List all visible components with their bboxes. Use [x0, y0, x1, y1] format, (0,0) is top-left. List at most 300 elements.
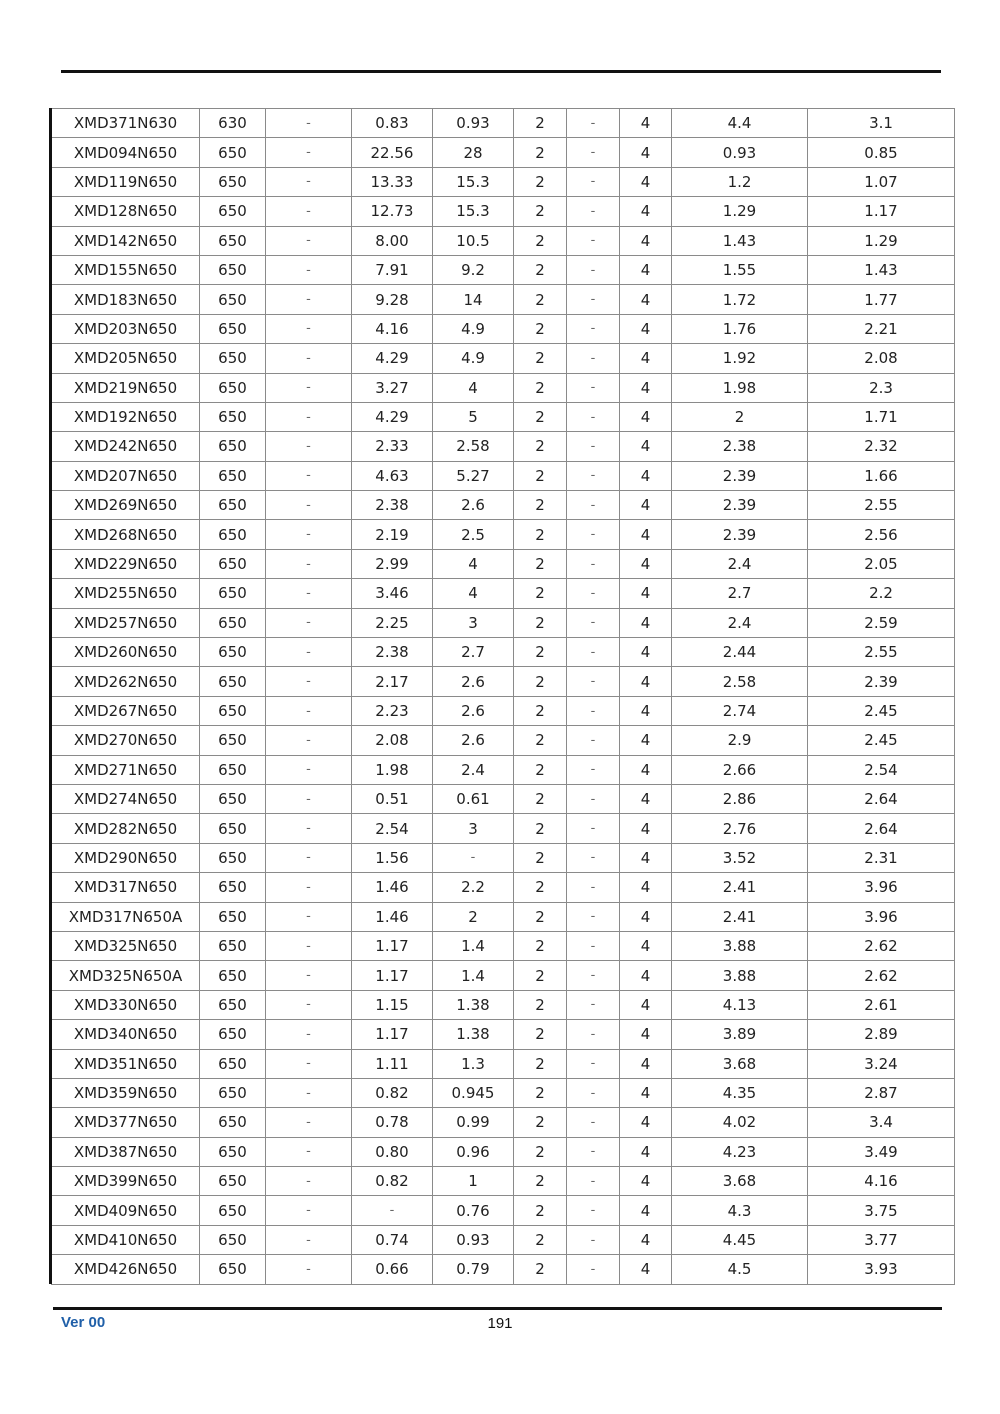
table-row — [52, 167, 955, 196]
table-cell: - — [266, 314, 352, 343]
table-cell: 1.72 — [672, 285, 808, 314]
table-cell: - — [567, 285, 620, 314]
table-cell: 2 — [514, 285, 567, 314]
table-cell: - — [266, 638, 352, 667]
table-cell: - — [567, 1196, 620, 1225]
table-cell: 2.08 — [352, 726, 433, 755]
table-cell: 3.1 — [808, 109, 955, 138]
table-cell: 2.64 — [808, 784, 955, 813]
table-cell: 2.64 — [808, 814, 955, 843]
table-cell: 2.55 — [808, 491, 955, 520]
table-cell: 1.17 — [352, 1020, 433, 1049]
part-number-cell: XMD128N650 — [52, 197, 200, 226]
table-cell: 4 — [620, 726, 672, 755]
table-cell: 650 — [200, 402, 266, 431]
table-cell: 0.76 — [433, 1196, 514, 1225]
table-row — [52, 402, 955, 431]
table-cell: 1.2 — [672, 167, 808, 196]
part-number-cell: XMD282N650 — [52, 814, 200, 843]
table-row — [52, 696, 955, 725]
part-number-cell: XMD351N650 — [52, 1049, 200, 1078]
part-number-cell: XMD262N650 — [52, 667, 200, 696]
table-cell: - — [567, 255, 620, 284]
table-cell: 2.3 — [808, 373, 955, 402]
table-cell: 2 — [433, 902, 514, 931]
table-cell: 3.68 — [672, 1049, 808, 1078]
table-cell: 650 — [200, 344, 266, 373]
table-cell: 3.89 — [672, 1020, 808, 1049]
table-cell: - — [567, 1255, 620, 1284]
table-cell: 2.89 — [808, 1020, 955, 1049]
table-cell: - — [266, 1255, 352, 1284]
table-row — [52, 549, 955, 578]
part-number-cell: XMD192N650 — [52, 402, 200, 431]
table-cell: 2.4 — [433, 755, 514, 784]
table-cell: 4.45 — [672, 1225, 808, 1254]
table-cell: 4.35 — [672, 1078, 808, 1107]
table-cell: 4 — [620, 696, 672, 725]
table-cell: - — [433, 843, 514, 872]
table-cell: 0.51 — [352, 784, 433, 813]
table-cell: 2 — [514, 1020, 567, 1049]
table-cell: - — [567, 1108, 620, 1137]
table-cell: - — [567, 902, 620, 931]
table-cell: - — [567, 873, 620, 902]
table-cell: - — [266, 843, 352, 872]
table-cell: 0.93 — [433, 109, 514, 138]
part-number-cell: XMD317N650 — [52, 873, 200, 902]
table-cell: 2.59 — [808, 608, 955, 637]
table-cell: 1.55 — [672, 255, 808, 284]
table-cell: 650 — [200, 579, 266, 608]
table-cell: 2 — [514, 1108, 567, 1137]
table-cell: 4 — [620, 1225, 672, 1254]
table-row — [52, 667, 955, 696]
table-cell: - — [266, 1196, 352, 1225]
part-number-cell: XMD274N650 — [52, 784, 200, 813]
table-cell: 650 — [200, 197, 266, 226]
table-cell: - — [266, 902, 352, 931]
table-cell: 3.96 — [808, 902, 955, 931]
table-cell: - — [266, 549, 352, 578]
part-number-cell: XMD119N650 — [52, 167, 200, 196]
table-cell: 3.4 — [808, 1108, 955, 1137]
table-cell: 4 — [620, 432, 672, 461]
table-cell: - — [567, 197, 620, 226]
table-cell: 1.98 — [352, 755, 433, 784]
table-row — [52, 1137, 955, 1166]
table-cell: 3.27 — [352, 373, 433, 402]
table-cell: 3 — [433, 814, 514, 843]
table-cell: - — [567, 1049, 620, 1078]
table-cell: - — [567, 520, 620, 549]
table-row — [52, 1167, 955, 1196]
table-cell: 2 — [514, 402, 567, 431]
table-cell: 2 — [514, 255, 567, 284]
table-cell: 4.16 — [808, 1167, 955, 1196]
table-row — [52, 197, 955, 226]
table-row — [52, 432, 955, 461]
table-cell: 1.38 — [433, 1020, 514, 1049]
table-cell: - — [567, 667, 620, 696]
table-row — [52, 373, 955, 402]
table-cell: 2.4 — [672, 549, 808, 578]
table-cell: 2 — [514, 755, 567, 784]
table-cell: 4 — [620, 373, 672, 402]
table-cell: 4.63 — [352, 461, 433, 490]
table-cell: 650 — [200, 491, 266, 520]
table-cell: 4.29 — [352, 402, 433, 431]
table-cell: 650 — [200, 549, 266, 578]
part-number-cell: XMD317N650A — [52, 902, 200, 931]
table-cell: 4 — [433, 579, 514, 608]
table-cell: 4 — [433, 373, 514, 402]
table-cell: 2 — [514, 373, 567, 402]
table-cell: 4.9 — [433, 314, 514, 343]
part-number-cell: XMD142N650 — [52, 226, 200, 255]
table-cell: - — [266, 608, 352, 637]
table-cell: 1.56 — [352, 843, 433, 872]
table-cell: 0.93 — [433, 1225, 514, 1254]
table-cell: 650 — [200, 1225, 266, 1254]
table-cell: 3.46 — [352, 579, 433, 608]
table-cell: 5.27 — [433, 461, 514, 490]
table-cell: - — [266, 696, 352, 725]
table-cell: 650 — [200, 1108, 266, 1137]
table-cell: 2 — [514, 1078, 567, 1107]
table-cell: 0.82 — [352, 1167, 433, 1196]
table-cell: - — [567, 755, 620, 784]
table-cell: 5 — [433, 402, 514, 431]
table-cell: - — [567, 167, 620, 196]
table-cell: 2.6 — [433, 726, 514, 755]
table-cell: 2.41 — [672, 873, 808, 902]
spec-table — [51, 108, 955, 1285]
table-cell: 2.58 — [672, 667, 808, 696]
table-cell: - — [567, 314, 620, 343]
table-cell: 650 — [200, 1020, 266, 1049]
table-cell: 2.39 — [808, 667, 955, 696]
table-cell: 650 — [200, 1167, 266, 1196]
table-row — [52, 255, 955, 284]
table-cell: 1.07 — [808, 167, 955, 196]
table-row — [52, 1108, 955, 1137]
table-cell: - — [266, 1020, 352, 1049]
part-number-cell: XMD409N650 — [52, 1196, 200, 1225]
table-row — [52, 1255, 955, 1284]
table-cell: - — [567, 814, 620, 843]
table-cell: 4 — [620, 226, 672, 255]
spec-table-container — [51, 108, 955, 1285]
table-cell: 2 — [514, 990, 567, 1019]
table-cell: 4 — [620, 961, 672, 990]
table-cell: 0.80 — [352, 1137, 433, 1166]
table-cell: - — [266, 1167, 352, 1196]
part-number-cell: XMD330N650 — [52, 990, 200, 1019]
table-cell: 0.83 — [352, 109, 433, 138]
part-number-cell: XMD219N650 — [52, 373, 200, 402]
table-cell: 4 — [620, 1078, 672, 1107]
table-cell: 9.2 — [433, 255, 514, 284]
table-cell: 2.23 — [352, 696, 433, 725]
table-cell: - — [352, 1196, 433, 1225]
table-cell: - — [266, 1225, 352, 1254]
table-row — [52, 608, 955, 637]
table-cell: 4 — [620, 138, 672, 167]
table-cell: 2.31 — [808, 843, 955, 872]
table-cell: - — [567, 1078, 620, 1107]
table-cell: 8.00 — [352, 226, 433, 255]
table-cell: 4 — [620, 1020, 672, 1049]
table-row — [52, 344, 955, 373]
table-cell: 2.44 — [672, 638, 808, 667]
table-cell: 4 — [620, 1255, 672, 1284]
table-cell: 2 — [514, 109, 567, 138]
table-cell: 2 — [672, 402, 808, 431]
table-cell: 3.52 — [672, 843, 808, 872]
table-cell: 3.68 — [672, 1167, 808, 1196]
table-cell: 2 — [514, 696, 567, 725]
table-cell: 0.96 — [433, 1137, 514, 1166]
table-cell: 4 — [620, 843, 672, 872]
table-cell: 650 — [200, 1255, 266, 1284]
part-number-cell: XMD257N650 — [52, 608, 200, 637]
table-cell: 2 — [514, 961, 567, 990]
table-row — [52, 520, 955, 549]
table-cell: 4.02 — [672, 1108, 808, 1137]
table-cell: 2.54 — [808, 755, 955, 784]
table-cell: 1.17 — [352, 961, 433, 990]
table-cell: 2 — [514, 843, 567, 872]
part-number-cell: XMD229N650 — [52, 549, 200, 578]
table-cell: 650 — [200, 696, 266, 725]
table-cell: - — [266, 402, 352, 431]
spec-table-body — [52, 109, 955, 1285]
table-cell: 28 — [433, 138, 514, 167]
table-cell: 0.66 — [352, 1255, 433, 1284]
table-cell: 2.05 — [808, 549, 955, 578]
table-cell: 630 — [200, 109, 266, 138]
part-number-cell: XMD371N630 — [52, 109, 200, 138]
table-cell: 2.45 — [808, 726, 955, 755]
table-cell: 2.6 — [433, 696, 514, 725]
table-cell: 2 — [514, 314, 567, 343]
table-cell: 2.32 — [808, 432, 955, 461]
table-cell: 2.2 — [808, 579, 955, 608]
table-cell: - — [567, 784, 620, 813]
table-cell: 2.55 — [808, 638, 955, 667]
table-cell: 3.49 — [808, 1137, 955, 1166]
table-cell: - — [567, 461, 620, 490]
table-row — [52, 1078, 955, 1107]
table-cell: 4 — [620, 1049, 672, 1078]
table-cell: 2.5 — [433, 520, 514, 549]
table-cell: 4 — [620, 990, 672, 1019]
table-cell: 650 — [200, 226, 266, 255]
table-row — [52, 961, 955, 990]
table-cell: 1.29 — [808, 226, 955, 255]
table-cell: 4 — [620, 549, 672, 578]
table-cell: 2 — [514, 814, 567, 843]
table-cell: - — [266, 461, 352, 490]
table-cell: 10.5 — [433, 226, 514, 255]
part-number-cell: XMD207N650 — [52, 461, 200, 490]
table-cell: 22.56 — [352, 138, 433, 167]
table-cell: 0.945 — [433, 1078, 514, 1107]
table-cell: 14 — [433, 285, 514, 314]
table-cell: - — [266, 344, 352, 373]
table-cell: 2 — [514, 520, 567, 549]
table-cell: 4 — [620, 755, 672, 784]
table-row — [52, 109, 955, 138]
table-cell: - — [266, 285, 352, 314]
table-cell: - — [567, 843, 620, 872]
table-row — [52, 638, 955, 667]
part-number-cell: XMD094N650 — [52, 138, 200, 167]
table-cell: 4 — [620, 314, 672, 343]
table-cell: 650 — [200, 1137, 266, 1166]
table-cell: - — [567, 931, 620, 960]
table-cell: - — [266, 197, 352, 226]
table-cell: 2.66 — [672, 755, 808, 784]
table-cell: 12.73 — [352, 197, 433, 226]
table-row — [52, 314, 955, 343]
table-cell: 650 — [200, 814, 266, 843]
table-cell: 4 — [433, 549, 514, 578]
part-number-cell: XMD203N650 — [52, 314, 200, 343]
part-number-cell: XMD255N650 — [52, 579, 200, 608]
table-row — [52, 579, 955, 608]
table-row — [52, 1196, 955, 1225]
table-cell: - — [266, 755, 352, 784]
table-cell: - — [567, 432, 620, 461]
table-cell: 3.88 — [672, 961, 808, 990]
table-cell: 0.74 — [352, 1225, 433, 1254]
table-cell: 650 — [200, 638, 266, 667]
table-cell: 2.9 — [672, 726, 808, 755]
part-number-cell: XMD410N650 — [52, 1225, 200, 1254]
table-cell: - — [567, 638, 620, 667]
table-cell: 2.45 — [808, 696, 955, 725]
table-cell: 4 — [620, 197, 672, 226]
table-row — [52, 814, 955, 843]
table-cell: 1.15 — [352, 990, 433, 1019]
table-cell: 1.29 — [672, 197, 808, 226]
version-label: Ver 00 — [61, 1314, 106, 1331]
table-cell: - — [266, 814, 352, 843]
table-cell: 650 — [200, 1049, 266, 1078]
table-row — [52, 1020, 955, 1049]
table-cell: - — [567, 990, 620, 1019]
part-number-cell: XMD325N650A — [52, 961, 200, 990]
table-cell: 2.19 — [352, 520, 433, 549]
table-cell: 7.91 — [352, 255, 433, 284]
table-row — [52, 755, 955, 784]
table-cell: - — [567, 344, 620, 373]
table-cell: - — [266, 1108, 352, 1137]
table-cell: 4 — [620, 285, 672, 314]
part-number-cell: XMD183N650 — [52, 285, 200, 314]
table-row — [52, 726, 955, 755]
table-cell: 4.23 — [672, 1137, 808, 1166]
table-row — [52, 1225, 955, 1254]
table-cell: 2.39 — [672, 491, 808, 520]
table-cell: 2.2 — [433, 873, 514, 902]
page-number: 191 — [487, 1315, 513, 1332]
table-cell: 1.4 — [433, 931, 514, 960]
table-cell: 650 — [200, 432, 266, 461]
table-cell: - — [266, 726, 352, 755]
table-cell: 15.3 — [433, 197, 514, 226]
table-row — [52, 285, 955, 314]
table-cell: 4.9 — [433, 344, 514, 373]
table-cell: - — [266, 873, 352, 902]
table-cell: 1.38 — [433, 990, 514, 1019]
table-cell: 2.62 — [808, 961, 955, 990]
table-cell: - — [567, 579, 620, 608]
table-row — [52, 990, 955, 1019]
table-row — [52, 902, 955, 931]
table-cell: 4 — [620, 902, 672, 931]
table-cell: - — [266, 1137, 352, 1166]
part-number-cell: XMD260N650 — [52, 638, 200, 667]
table-cell: - — [567, 1020, 620, 1049]
part-number-cell: XMD340N650 — [52, 1020, 200, 1049]
table-cell: - — [266, 667, 352, 696]
table-cell: - — [266, 520, 352, 549]
part-number-cell: XMD271N650 — [52, 755, 200, 784]
table-cell: 1.76 — [672, 314, 808, 343]
table-cell: 2 — [514, 197, 567, 226]
table-cell: 1.17 — [808, 197, 955, 226]
table-cell: - — [266, 961, 352, 990]
table-cell: - — [266, 138, 352, 167]
table-cell: 2 — [514, 1137, 567, 1166]
table-cell: 4 — [620, 608, 672, 637]
table-cell: 9.28 — [352, 285, 433, 314]
table-cell: 2.6 — [433, 667, 514, 696]
table-cell: - — [567, 109, 620, 138]
table-cell: 1.46 — [352, 902, 433, 931]
table-cell: 650 — [200, 608, 266, 637]
table-cell: 0.93 — [672, 138, 808, 167]
table-cell: - — [567, 402, 620, 431]
table-cell: 1.17 — [352, 931, 433, 960]
table-cell: - — [266, 491, 352, 520]
part-number-cell: XMD205N650 — [52, 344, 200, 373]
table-cell: - — [266, 109, 352, 138]
table-row — [52, 873, 955, 902]
table-cell: 1.71 — [808, 402, 955, 431]
table-cell: 2 — [514, 638, 567, 667]
table-cell: 650 — [200, 726, 266, 755]
table-cell: 2 — [514, 608, 567, 637]
table-cell: - — [266, 255, 352, 284]
table-cell: 2.41 — [672, 902, 808, 931]
table-cell: 2 — [514, 138, 567, 167]
table-cell: 4 — [620, 784, 672, 813]
table-cell: 2.08 — [808, 344, 955, 373]
part-number-cell: XMD155N650 — [52, 255, 200, 284]
table-cell: 2.56 — [808, 520, 955, 549]
table-cell: 650 — [200, 1078, 266, 1107]
table-row — [52, 491, 955, 520]
table-cell: 1.3 — [433, 1049, 514, 1078]
table-cell: - — [266, 990, 352, 1019]
table-row — [52, 1049, 955, 1078]
table-cell: 2 — [514, 784, 567, 813]
table-cell: - — [567, 961, 620, 990]
